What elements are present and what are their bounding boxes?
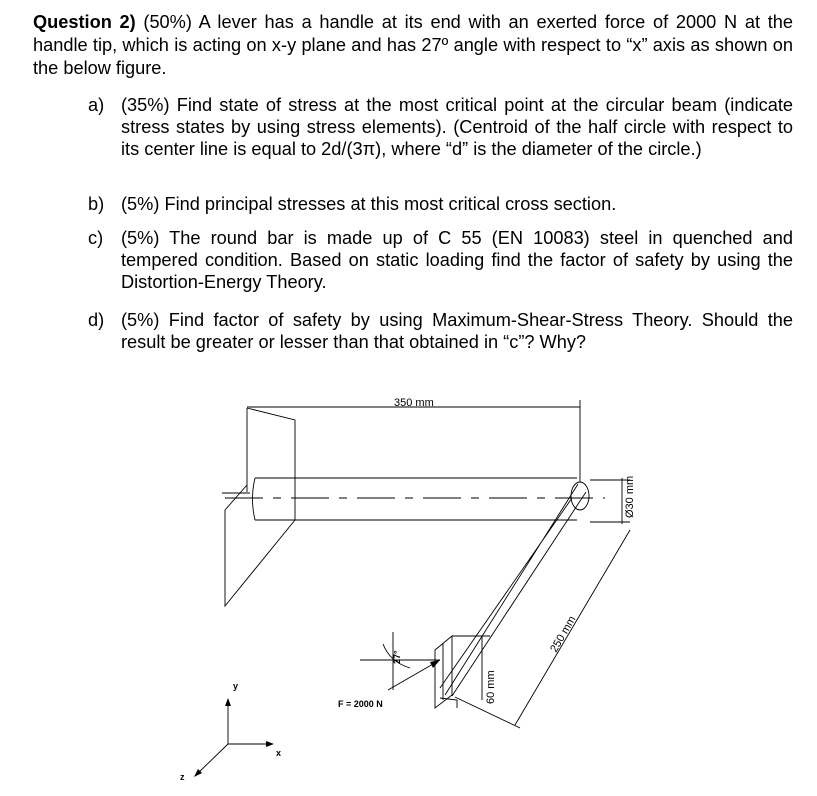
- part-label: b): [88, 194, 105, 214]
- axis-z-label: z: [180, 772, 185, 782]
- dimension-label-350: 350 mm: [394, 397, 434, 409]
- force-label: F = 2000 N: [338, 699, 383, 709]
- dimension-label-diameter: Ø30 mm: [624, 475, 636, 518]
- part-label: a): [88, 95, 105, 115]
- part-label: c): [88, 228, 104, 248]
- axis-x-label: x: [276, 748, 282, 758]
- z-axis-line: [196, 744, 228, 775]
- part-text: (5%) Find factor of safety by using Maximum-Shear-Stress Theory. Should the result be greater or lesser than that obtained in “c”? Why?: [121, 310, 793, 352]
- axis-y-label: y: [233, 681, 239, 691]
- lever-arm: [440, 484, 586, 696]
- handle: [435, 636, 457, 708]
- y-axis-arrowhead: [225, 698, 231, 706]
- part-text: (5%) The round bar is made up of C 55 (EN 10083) steel in quenched and tempered condition. Based on static loading find the factor of safety by using the Distortion-Energy Theory.: [121, 228, 793, 292]
- part-label: d): [88, 310, 105, 330]
- dimension-label-60: 60 mm: [485, 670, 497, 704]
- bar-end-circle: [571, 482, 589, 510]
- question-number: Question 2): [33, 12, 136, 32]
- part-text: (5%) Find principal stresses at this most critical cross section.: [121, 194, 617, 214]
- part-text: (35%) Find state of stress at the most critical point at the circular beam (indicate stress states by using stress elements). (Centroid of the half circle with respect to its center line is equal to 2d/(3π), where “d” is the diameter of the circle.): [121, 95, 793, 159]
- round-bar: [253, 478, 578, 520]
- angle-label: 27°: [392, 650, 402, 664]
- dimension-label-250: 250 mm: [548, 614, 579, 655]
- x-axis-arrowhead: [266, 741, 274, 747]
- wall-plane: [225, 408, 295, 606]
- question-body: (50%) A lever has a handle at its end with an exerted force of 2000 N at the handle tip, which is acting on x-y plane and has 27º angle with respect to “x” axis as shown on the below figure.: [33, 12, 793, 78]
